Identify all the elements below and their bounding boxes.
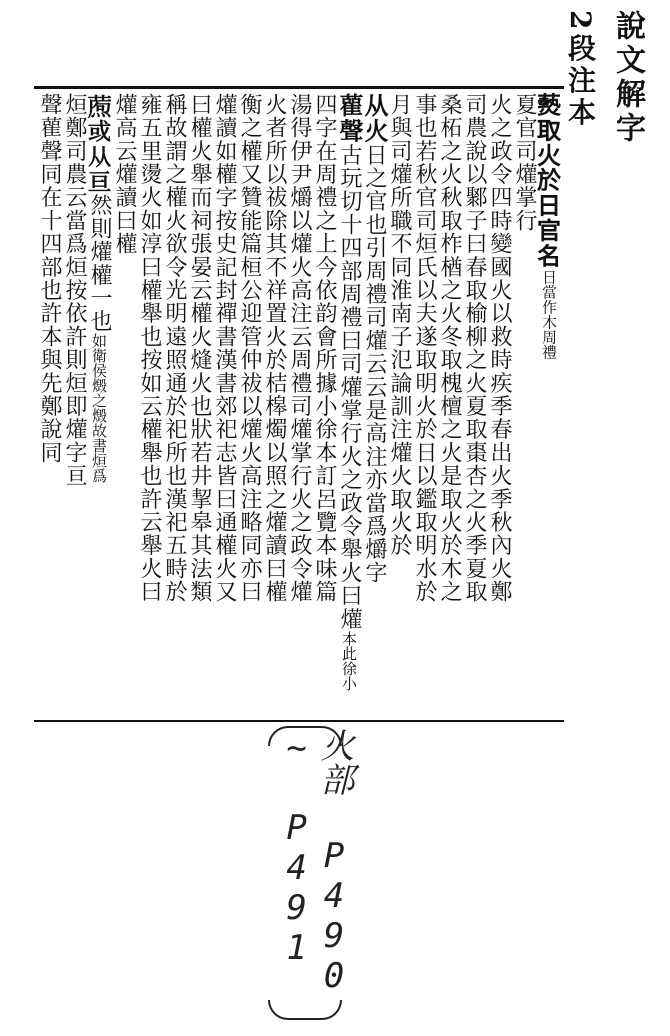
column-text: 火者所以祓除其不祥置火於桔槔燭以照之爟讀曰權	[262, 93, 287, 604]
head-characters: 雚聲	[335, 93, 364, 144]
column-text: 曰權火舉而祠張晏云權火熢火也狀若井挈皋其法類	[187, 93, 212, 604]
column-text: 爟高云爟讀曰權	[112, 93, 137, 256]
small-annotation: 日當作木周禮	[540, 269, 558, 360]
edition-label: 2段注本	[564, 10, 597, 130]
column-text: 古玩切十四部周禮曰司爟掌行火之政令舉火曰爟	[337, 143, 362, 631]
text-column	[137, 93, 162, 716]
text-column	[287, 93, 312, 716]
column-text: 事也若秋官司烜氏以夫遂取明火於日以鑑取明水於	[412, 93, 437, 604]
column-text: 火之政令四時變國火以救時疾季春出火季秋內火鄭	[487, 93, 512, 604]
text-columns	[36, 93, 562, 716]
text-column	[237, 93, 262, 716]
small-annotation: 本此徐小	[340, 630, 358, 691]
text-column	[212, 93, 237, 716]
text-column	[312, 93, 337, 716]
text-column	[537, 93, 562, 716]
text-column	[337, 93, 362, 716]
text-column	[362, 93, 387, 716]
text-column	[512, 93, 537, 716]
column-text: 雍五里燙火如淳曰權舉也按如云權舉也許云舉火曰	[137, 93, 162, 604]
text-column	[187, 93, 212, 716]
column-text: 然則爟權一也	[87, 193, 112, 334]
column-text: 聲雚聲同在十四部也許本與先鄭說同	[37, 93, 62, 465]
text-column	[262, 93, 287, 716]
column-text: 夏官司爟掌行	[512, 93, 537, 233]
handwritten-note: 火部 P490 ~ P491	[276, 728, 354, 996]
text-column	[87, 93, 112, 716]
column-text: 爟讀如權字按史記封禪書漢書郊祀志皆曰通權火又	[212, 93, 237, 604]
book-title: 說文解字	[610, 10, 645, 146]
head-characters: 𤑔取火於日官名	[535, 93, 564, 270]
head-characters: 从火	[360, 93, 389, 144]
text-column	[37, 93, 62, 716]
small-annotation: 如衛侯燬之燬故書烜爲	[90, 333, 108, 484]
column-text: 稱故謂之權火欲令光明遠照通於祀所也漢祀五畤於	[162, 93, 187, 604]
text-column	[387, 93, 412, 716]
column-text: 衡之權又贊能篇桓公迎管仲祓以爟火高注略同亦曰	[237, 93, 262, 604]
column-text: 桑柘之火秋取柞楢之火冬取槐檀之火是取火於木之	[437, 93, 462, 604]
column-text: 司農說以鄹子曰春取榆柳之火夏取棗杏之火季夏取	[462, 93, 487, 604]
column-text: 日之官也引周禮司爟云云是高注亦當爲爝字	[362, 143, 387, 585]
column-text: 湯得伊尹爝以爟火高注云周禮司爟掌行火之政令爟	[287, 93, 312, 604]
text-column	[162, 93, 187, 716]
text-column	[62, 93, 87, 716]
text-column	[112, 93, 137, 716]
column-text: 烜鄭司農云當爲烜按依許則烜即爟字亘	[62, 93, 87, 488]
text-column	[437, 93, 462, 716]
note-bracket-bottom	[268, 1000, 342, 1020]
text-column	[487, 93, 512, 716]
text-column	[462, 93, 487, 716]
text-column	[412, 93, 437, 716]
head-characters: 𤎗或从亘	[85, 93, 114, 194]
text-block	[34, 86, 564, 722]
column-text: 四字在周禮之上今依韵會所據小徐本訂呂覽本味篇	[312, 93, 337, 604]
column-text: 月與司爟所職不同淮南子氾論訓注爟火取火於	[387, 93, 412, 557]
